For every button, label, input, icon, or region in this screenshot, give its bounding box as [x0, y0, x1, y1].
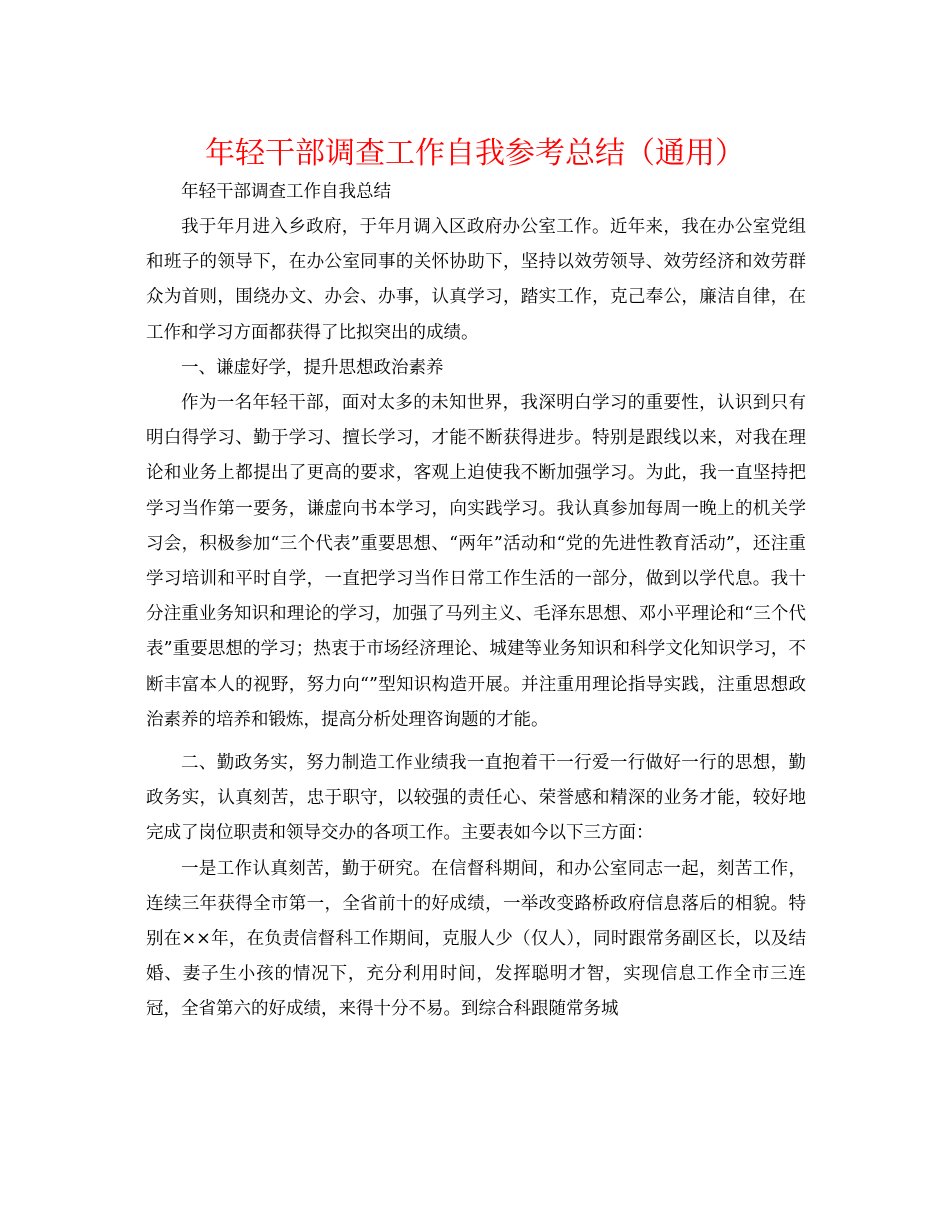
document-subtitle: 年轻干部调查工作自我总结	[181, 182, 391, 202]
section-heading-2: 二、勤政务实，努力制造工作业绩我一直抱着干一行爱一行做好一行的思想，勤政务实，认真刻苦，忠于职守，以较强的责任心、荣誉感和精深的业务才能，较好地完成了岗位职责和领导交办的各项工作。主要表如今以下三方面：	[146, 753, 806, 844]
document-body	[146, 174, 806, 1028]
paragraph-work: 一是工作认真刻苦，勤于研究。在信督科期间，和办公室同志一起，刻苦工作，连续三年获得全市第一，全省前十的好成绩，一举改变路桥政府信息落后的相貌。特别在××年，在负责信督科工作期间，克服人少（仅人），同时跟常务副区长，以及结婚、妻子生小孩的情况下，充分利用时间，发挥聪明才智，实现信息工作全市三连冠，全省第六的好成绩，来得十分不易。到综合科跟随常务城	[146, 858, 806, 1020]
document-title: 年轻干部调查工作自我参考总结（通用）	[205, 136, 745, 171]
paragraph-intro: 我于年月进入乡政府，于年月调入区政府办公室工作。近年来，我在办公室党组和班子的领导下，在办公室同事的关怀协助下，坚持以效劳领导、效劳经济和效劳群众为首则，围绕办文、办会、办事，认真学习，踏实工作，克己奉公，廉洁自律，在工作和学习方面都获得了比拟突出的成绩。	[146, 217, 806, 343]
paragraph-study: 作为一名年轻干部，面对太多的未知世界，我深明白学习的重要性，认识到只有明白得学习、勤于学习、擅长学习，才能不断获得进步。特别是跟线以来，对我在理论和业务上都提出了更高的要求，客观上迫使我不断加强学习。为此，我一直坚持把学习当作第一要务，谦虚向书本学习，向实践学习。我认真参加每周一晚上的机关学习会，积极参加“三个代表”重要思想、“两年”活动和“党的先进性教育活动”，还注重学习培训和平时自学，一直把学习当作日常工作生活的一部分，做到以学代息。我十分注重业务知识和理论的学习，加强了马列主义、毛泽东思想、邓小平理论和“三个代表”重要思想的学习；热衷于市场经济理论、城建等业务知识和科学文化知识学习，不断丰富本人的视野，努力向“”型知识构造开展。并注重用理论指导实践，注重思想政治素养的培养和锻炼，提高分析处理咨询题的才能。	[146, 393, 806, 730]
section-heading-1: 一、谦虚好学，提升思想政治素养	[181, 357, 444, 378]
